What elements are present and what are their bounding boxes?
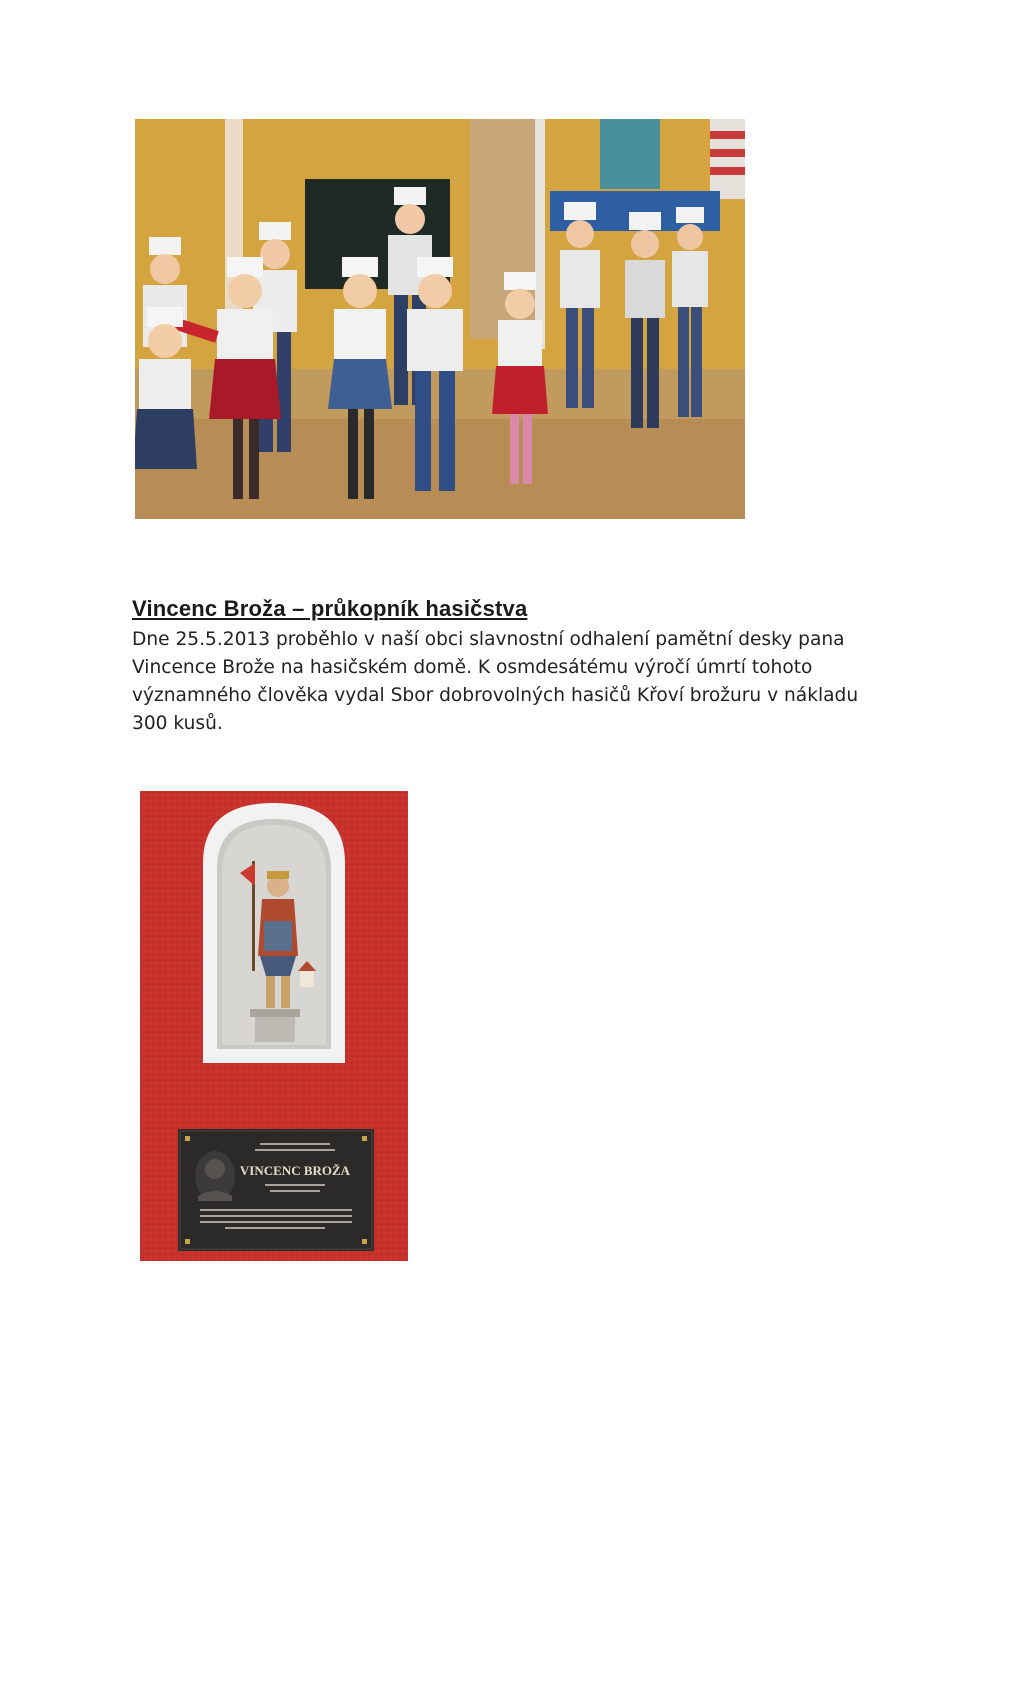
memorial-wall-photo [140,791,408,1261]
children-photo [135,119,745,519]
memorial-plaque [178,1129,374,1251]
article [132,596,892,738]
plaque-name: VINCENC BROŽA [239,1163,351,1178]
article-title: Vincenc Broža – průkopník hasičstva [132,596,528,621]
article-body: Dne 25.5.2013 proběhlo v naší obci slavnostní odhalení pamětní desky pana Vincence Brože na hasičském domě. K osmdesátému výročí úmrtí tohoto významného člověka vydal Sbor dobrovolných hasičů Křoví brožuru v nákladu 300 kusů. [132,629,859,734]
